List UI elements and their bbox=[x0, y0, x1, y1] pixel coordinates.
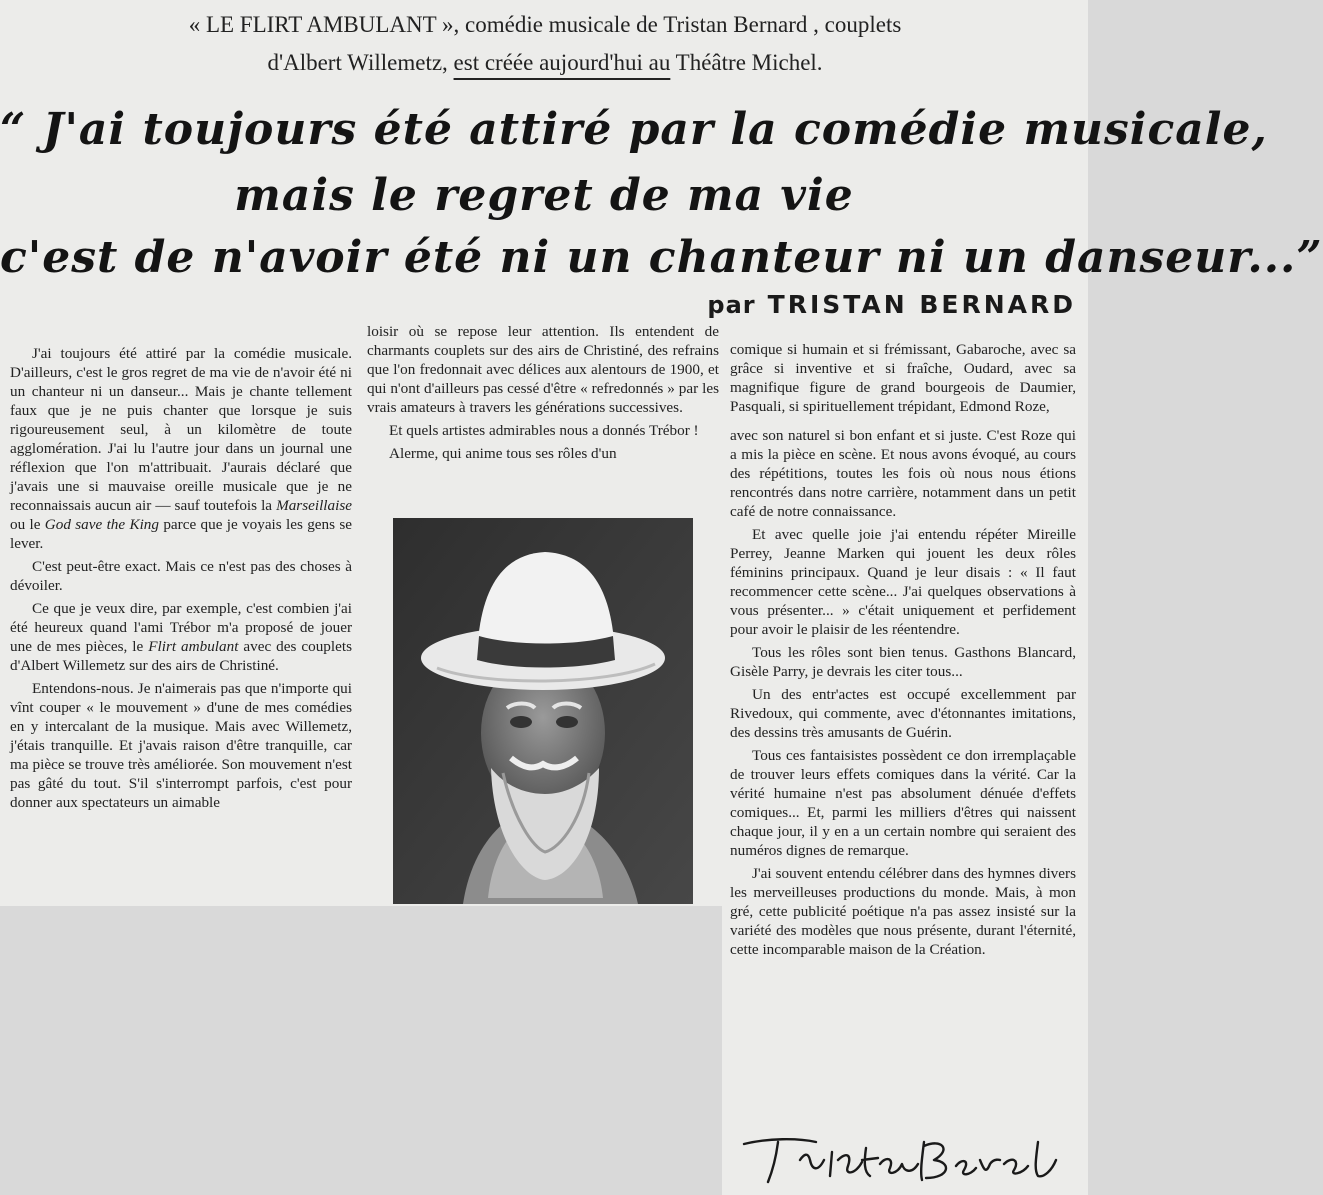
paragraph-text: parce que je voyais les gens se lever. bbox=[10, 516, 353, 552]
paragraph-text: ou le bbox=[10, 516, 45, 533]
byline-par: par bbox=[707, 291, 756, 319]
paragraph: Tous ces fantaisistes possèdent ce don irremplaçable de trouver leurs effets comiques dans la vérité. Car la vérité humaine n'est pas absolument dénuée d'effets comiques... Et, parmi les milliers d'êtres qui naissent chaque jour, il y en a un certain nombre qui seraient des numéros dignes de remarque. bbox=[730, 747, 1076, 859]
headline-line-1: “ J'ai toujours été attiré par la comédie musicale, bbox=[0, 104, 1268, 155]
byline bbox=[707, 290, 1076, 319]
intro-line-2-start: d'Albert Willemetz, bbox=[267, 50, 454, 75]
intro-line-1: « LE FLIRT AMBULANT », comédie musicale de Tristan Bernard , couplets bbox=[188, 12, 902, 37]
paragraph: Et quels artistes admirables nous a donnés Trébor ! bbox=[389, 422, 699, 439]
paragraph: avec son naturel si bon enfant et si juste. C'est Roze qui a mis la pièce en scène. Et nous avons évoqué, au cours des répétitions, toutes les fois où nous nous étions rencontrés dans notre carrière, notamment dans un petit café de notre connaissance. bbox=[730, 427, 1076, 520]
paragraph bbox=[10, 344, 352, 553]
paragraph: C'est peut-être exact. Mais ce n'est pas des choses à dévoiler. bbox=[10, 558, 352, 594]
paragraph-text: avec des couplets d'Albert Willemetz sur des airs de Christiné. bbox=[10, 638, 352, 674]
paragraph: Alerme, qui anime tous ses rôles d'un bbox=[389, 445, 617, 462]
title-flirt-ambulant: Flirt ambulant bbox=[148, 638, 239, 655]
paragraph bbox=[10, 599, 352, 675]
intro-deck bbox=[20, 6, 1070, 82]
title-marseillaise: Marseillaise bbox=[276, 497, 352, 514]
intro-line-2 bbox=[20, 44, 1070, 82]
article-column-3 bbox=[730, 340, 1076, 959]
handwritten-signature bbox=[738, 1130, 1068, 1186]
article-column-1 bbox=[10, 344, 352, 812]
paragraph: comique si humain et si frémissant, Gabaroche, avec sa grâce si inventive et si fraîche, Oudard, avec sa magnifique figure de grand bourgeois de Daumier, Pasquali, si spirituellement trépidant, Edmond Roze, bbox=[730, 341, 1076, 415]
title-god-save-the-king: God save the King bbox=[44, 516, 159, 533]
signature-drawing bbox=[738, 1130, 1068, 1186]
headline-line-2: mais le regret de ma vie bbox=[234, 170, 854, 221]
paragraph: Entendons-nous. Je n'aimerais pas que n'importe qui vînt couper « le mouvement » d'une de mes comédies en y intercalant de la musique. Mais avec Willemetz, j'étais tranquille. Et j'avais raison d'être tranquille, car ma pièce se trouve très améliorée. Son mouvement n'est pas gâté du tout. S'il s'interrompt parfois, c'est pour donner aux spectateurs un aimable bbox=[10, 680, 352, 811]
intro-underlined-phrase: est créée aujourd'hui au bbox=[453, 50, 671, 75]
headline-line-3: c'est de n'avoir été ni un chanteur ni un danseur...” bbox=[0, 232, 1323, 283]
paragraph: loisir où se repose leur attention. Ils entendent de charmants couplets sur des airs de Christiné, des refrains que l'on fredonnait avec délices aux alentours de 1900, et qui n'ont d'ailleurs pas cessé d'être « refredonnés » par les vrais amateurs à travers les générations successives. bbox=[367, 323, 719, 416]
paragraph: J'ai souvent entendu célébrer dans des hymnes divers les merveilleuses productions du monde. Mais, à mon gré, cette publicité poétique n'a pas assez insisté sur la variété des modèles que nous présente, durant l'éternité, cette incomparable maison de la Création. bbox=[730, 865, 1076, 958]
paragraph-text: J'ai toujours été attiré par la comédie musicale. D'ailleurs, c'est le gros regret de ma vie de n'avoir été ni un chanteur ni un danseur... Mais je chante tellement faux que je ne puis chanter que lorsque je suis rigoureusement seul, à un kilomètre de toute agglomération. J'ai lu l'autre jour dans un journal une réflexion que l'on m'attribuait. J'aurais déclaré que j'avais une si mauvaise oreille musicale que je ne reconnaissais aucun air — sauf toutefois la bbox=[10, 345, 352, 514]
paragraph-text: Ce que je veux dire, par exemple, c'est combien j'ai été heureux quand l'ami Trébor m'a proposé de jouer une de mes pièces, le bbox=[10, 600, 352, 655]
portrait-photo bbox=[393, 518, 693, 904]
paragraph: Un des entr'actes est occupé excellemment par Rivedoux, qui commente, avec d'étonnantes imitations, des dessins très amusants de Guérin. bbox=[730, 686, 1076, 741]
paragraph: Tous les rôles sont bien tenus. Gasthons Blancard, Gisèle Parry, je devrais les citer tous... bbox=[730, 644, 1076, 680]
paragraph: Et avec quelle joie j'ai entendu répéter Mireille Perrey, Jeanne Marken qui jouent les deux rôles féminins principaux. Quand je leur disais : « Il faut recommencer cette scène... J'ai quelques observations à vous présenter... » c'était uniquement et perfidement pour avoir le plaisir de les réentendre. bbox=[730, 526, 1076, 638]
intro-line-2-end: Théâtre Michel. bbox=[670, 50, 823, 75]
article-column-2 bbox=[367, 322, 719, 463]
portrait-image bbox=[393, 518, 693, 904]
byline-author: TRISTAN BERNARD bbox=[767, 290, 1076, 319]
